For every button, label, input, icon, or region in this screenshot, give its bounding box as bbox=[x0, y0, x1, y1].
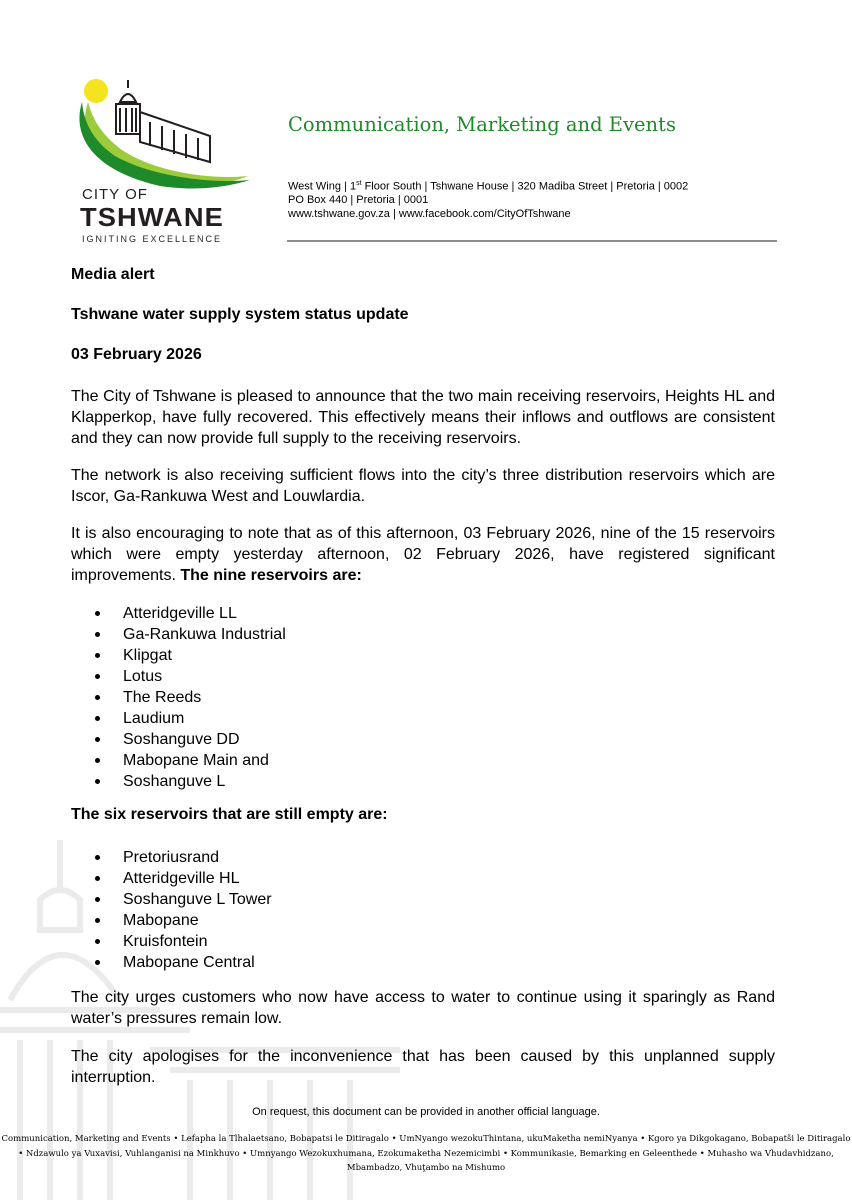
bullet-icon bbox=[95, 918, 100, 923]
address-line-2: PO Box 440 | Pretoria | 0001 bbox=[288, 194, 429, 206]
footer-language-note: On request, this document can be provided in another official language. bbox=[252, 1106, 600, 1118]
bullet-icon bbox=[95, 779, 100, 784]
bullet-icon bbox=[95, 674, 100, 679]
bullet-icon bbox=[95, 632, 100, 637]
paragraph-improvements: It is also encouraging to note that as of this afternoon, 03 February 2026, nine of the 15 reservoirs which were empty yesterday afternoon, 02 February 2026, have registered significant improvements. The nine reservoirs are: bbox=[71, 525, 775, 584]
bullet-icon bbox=[95, 758, 100, 763]
footer-languages-line-2: • Ndzawulo ya Vuxavisi, Vuhlanganisi na Minkhuvo • Umnyango Wezokuxhumana, Ezokumaketha Nezemicimbi • Kommunikasie, Bemarking en Geleenthede • Muhasho wa Vhudavhidzano, bbox=[18, 1149, 834, 1159]
empty-reservoirs-heading: The six reservoirs that are still empty are: bbox=[71, 806, 388, 823]
bullet-icon bbox=[95, 960, 100, 965]
paragraph-conserve-water: The city urges customers who now have access to water to continue using it sparingly as Rand water’s pressures remain low. bbox=[71, 989, 775, 1027]
department-title: Communication, Marketing and Events bbox=[288, 113, 676, 136]
city-hall-emblem-icon bbox=[60, 72, 260, 190]
footer-languages-line-3: Mbambadzo, Vhuṱambo na Mishumo bbox=[346, 1163, 506, 1173]
bullet-icon bbox=[95, 855, 100, 860]
document-date: 03 February 2026 bbox=[71, 346, 202, 363]
header-divider bbox=[287, 240, 777, 242]
paragraph-network: The network is also receiving sufficient flows into the city’s three distribution reservoirs which are Iscor, Ga-Rankuwa West and Louwlardia. bbox=[71, 467, 775, 505]
address-line-1: West Wing | 1st Floor South | Tshwane House | 320 Madiba Street | Pretoria | 0002 bbox=[288, 180, 689, 193]
bullet-icon bbox=[95, 897, 100, 902]
paragraph-apology: The city apologises for the inconvenience that has been caused by this unplanned supply interruption. bbox=[71, 1048, 775, 1086]
city-of-tshwane-logo bbox=[60, 72, 260, 250]
logo-tagline: IGNITING EXCELLENCE bbox=[82, 234, 223, 244]
footer-languages-line-1: Communication, Marketing and Events • Lefapha la Tlhalaetsano, Bobapatsi le Ditiragalo • UmNyango wezokuThintana, ukuMaketha nemiNyanya • Kgoro ya Dikgokagano, Bobapatši le Ditiragalo bbox=[1, 1134, 851, 1144]
logo-city-of-text: CITY OF bbox=[82, 186, 148, 203]
nine-reservoirs-heading: The nine reservoirs are: bbox=[180, 567, 362, 584]
address-line-3-links: www.tshwane.gov.za | www.facebook.com/CityOfTshwane bbox=[288, 208, 571, 220]
document-title: Tshwane water supply system status update bbox=[71, 306, 409, 323]
bullet-icon bbox=[95, 737, 100, 742]
bullet-icon bbox=[95, 716, 100, 721]
document-type: Media alert bbox=[71, 266, 155, 283]
bullet-icon bbox=[95, 876, 100, 881]
bullet-icon bbox=[95, 611, 100, 616]
bullet-icon bbox=[95, 939, 100, 944]
paragraph-recovery: The City of Tshwane is pleased to announce that the two main receiving reservoirs, Heights HL and Klapperkop, have fully recovered. This effectively means their inflows and outflows are consistent and they can now provide full supply to the receiving reservoirs. bbox=[71, 388, 775, 447]
logo-tshwane-text: TSHWANE bbox=[80, 202, 224, 232]
bullet-icon bbox=[95, 695, 100, 700]
bullet-icon bbox=[95, 653, 100, 658]
